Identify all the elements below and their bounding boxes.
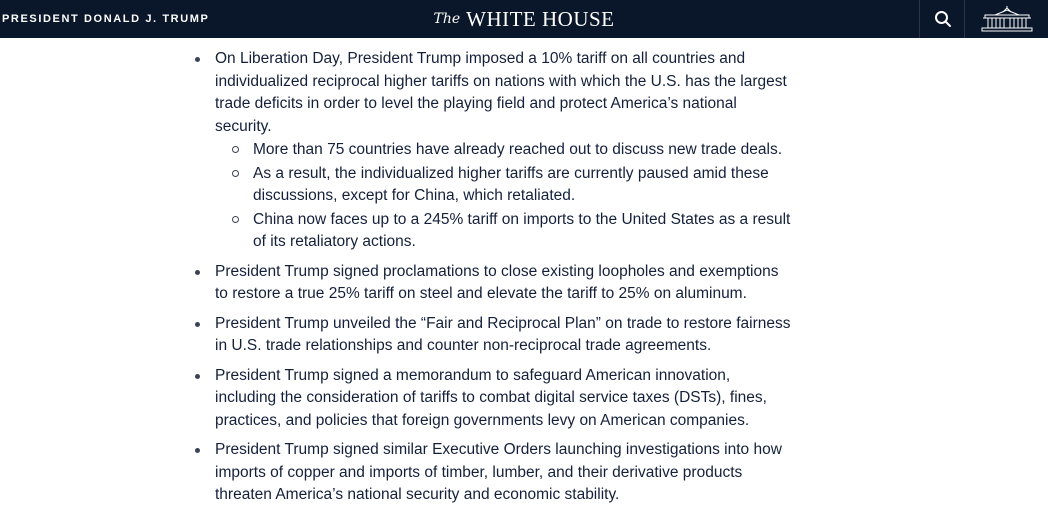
sub-list-item: China now faces up to a 245% tariff on imports to the United States as a result of its retaliatory actions. [253, 209, 795, 254]
search-icon [934, 10, 952, 28]
search-button[interactable] [919, 0, 965, 38]
top-nav-bar [0, 0, 1048, 38]
logo-prefix: The [433, 11, 461, 27]
sub-list-item: As a result, the individualized higher tariffs are currently paused amid these discussions, except for China, which retaliated. [253, 163, 795, 208]
list-item [215, 261, 795, 306]
list-item-text: President Trump signed proclamations to close existing loopholes and exemptions to restore a true 25% tariff on steel and elevate the tariff to 25% on aluminum. [215, 262, 779, 302]
sub-list-item: More than 75 countries have already reached out to discuss new trade deals. [253, 139, 795, 162]
white-house-seal-icon [981, 6, 1033, 32]
list-item [215, 313, 795, 358]
list-item-text: On Liberation Day, President Trump imposed a 10% tariff on all countries and individualized reciprocal higher tariffs on nations with which the U.S. has the largest trade deficits in order to level the playing field and protect America’s national security. [215, 50, 787, 135]
bullet-list [215, 48, 795, 514]
list-item [215, 48, 795, 254]
list-item-text: President Trump signed a memorandum to safeguard American innovation, including the consideration of tariffs to combat digital service taxes (DSTs), fines, practices, and policies that foreign governments levy on American companies. [215, 366, 767, 429]
home-seal-button[interactable] [964, 0, 1048, 38]
sub-bullet-list [253, 139, 795, 254]
brand-link[interactable]: PRESIDENT DONALD J. TRUMP [2, 13, 210, 25]
logo-title: WHITE HOUSE [466, 6, 615, 31]
list-item-text: President Trump signed similar Executive Orders launching investigations into how imports of copper and imports of timber, lumber, and their derivative products threaten America’s national security and economic stability. [215, 441, 782, 503]
article-body [0, 38, 1048, 525]
list-item [215, 439, 795, 507]
list-item [215, 365, 795, 433]
list-item-text: President Trump unveiled the “Fair and Reciprocal Plan” on trade to restore fairness in U.S. trade relationships and counter non-reciprocal trade agreements. [215, 314, 791, 354]
